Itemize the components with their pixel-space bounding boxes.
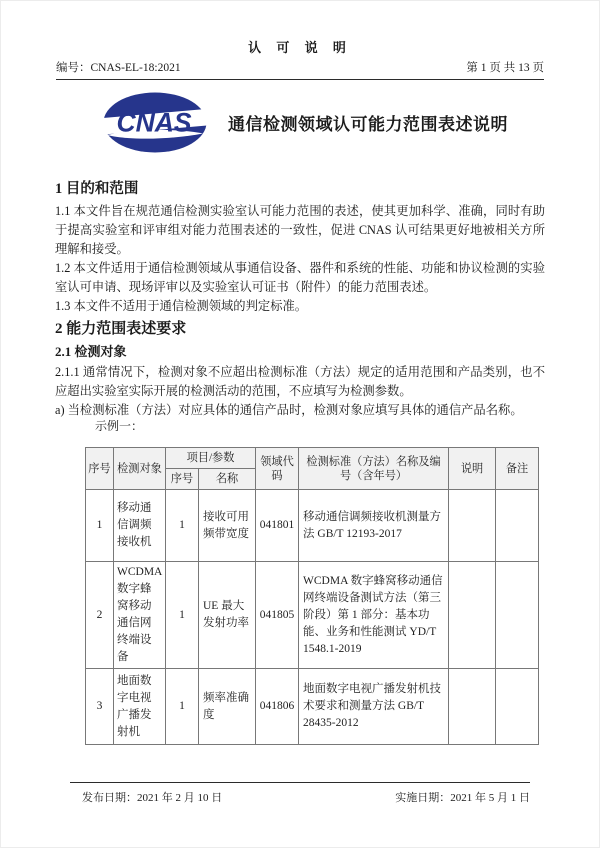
cell-seq: 2 xyxy=(86,562,114,669)
table-row xyxy=(86,490,539,562)
cell-remark xyxy=(496,562,539,669)
doc-number: 编号：CNAS-EL-18:2021 xyxy=(56,62,181,74)
cnas-logo-icon xyxy=(103,92,207,153)
page-header xyxy=(56,37,544,80)
table-row xyxy=(86,669,539,745)
cell-standard: WCDMA 数字蜂窝移动通信网终端设备测试方法（第三阶段）第 1 部分：基本功能、业务和性能测试 YD/T 1548.1-2019 xyxy=(299,562,449,669)
cnas-logo-text: CNAS xyxy=(116,107,192,138)
doc-title: 通信检测领域认可能力范围表述说明 xyxy=(228,115,508,134)
paragraph-1-1: 1.1 本文件旨在规范通信检测实验室认可能力范围的表述，使其更加科学、准确，同时有助于提高实验室和评审组对能力范围表述的一致性，促进 CNAS 认可结果更好地被相关方所理解和接受。 xyxy=(55,204,545,256)
paragraph-2-1-1-a: a) 当检测标准（方法）对应具体的通信产品时，检测对象应填写具体的通信产品名称。 xyxy=(55,403,523,417)
table-row xyxy=(86,562,539,669)
paragraph-1-3: 1.3 本文件不适用于通信检测领域的判定标准。 xyxy=(55,299,308,313)
page-footer xyxy=(70,782,530,805)
issue-date: 发布日期：2021 年 2 月 10 日 xyxy=(82,792,223,804)
brand-row xyxy=(103,92,508,153)
cell-object: 移动通信调频接收机 xyxy=(114,490,166,562)
section-2-1-heading: 2.1 检测对象 xyxy=(55,344,127,359)
section-1-heading: 1 目的和范围 xyxy=(55,181,139,197)
cell-note xyxy=(449,490,496,562)
page-number: 第 1 页 共 13 页 xyxy=(466,62,544,74)
cell-seq: 3 xyxy=(86,669,114,745)
cell-remark xyxy=(496,490,539,562)
cell-item-seq: 1 xyxy=(166,490,199,562)
cell-domain-code: 041805 xyxy=(256,562,299,669)
cell-remark xyxy=(496,669,539,745)
cell-seq: 1 xyxy=(86,490,114,562)
cell-item-name: UE 最大发射功率 xyxy=(199,562,256,669)
implement-date: 实施日期：2021 年 5 月 1 日 xyxy=(395,792,530,804)
column-header-seq: 序号 xyxy=(86,448,114,490)
cell-domain-code: 041801 xyxy=(256,490,299,562)
cell-standard: 地面数字电视广播发射机技术要求和测量方法 GB/T 28435-2012 xyxy=(299,669,449,745)
column-header-item-param: 项目/参数 xyxy=(166,448,256,469)
column-header-domain-code: 领域代码 xyxy=(256,448,299,490)
column-header-note: 说明 xyxy=(449,448,496,490)
cell-note xyxy=(449,669,496,745)
cell-domain-code: 041806 xyxy=(256,669,299,745)
column-header-remark: 备注 xyxy=(496,448,539,490)
column-header-item-seq: 序号 xyxy=(166,469,199,490)
cell-item-name: 频率准确度 xyxy=(199,669,256,745)
cell-item-seq: 1 xyxy=(166,562,199,669)
column-header-standard: 检测标准（方法）名称及编号（含年号） xyxy=(299,448,449,490)
doc-type-title: 认 可 说 明 xyxy=(248,40,352,55)
cell-standard: 移动通信调频接收机测量方法 GB/T 12193-2017 xyxy=(299,490,449,562)
example-label: 示例一： xyxy=(95,419,144,433)
section-2-heading: 2 能力范围表述要求 xyxy=(55,321,187,337)
cell-object: WCDMA 数字蜂窝移动通信网终端设备 xyxy=(114,562,166,669)
paragraph-2-1-1: 2.1.1 通常情况下，检测对象不应超出检测标准（方法）规定的适用范围和产品类别，也不应超出实验室实际开展的检测活动的范围，不应填写为检测参数。 xyxy=(55,365,545,398)
column-header-item-name: 名称 xyxy=(199,469,256,490)
header-meta-row xyxy=(56,59,544,80)
cell-item-seq: 1 xyxy=(166,669,199,745)
cell-note xyxy=(449,562,496,669)
paragraph-1-2: 1.2 本文件适用于通信检测领域从事通信设备、器件和系统的性能、功能和协议检测的实验室认可申请、现场评审以及实验室认可证书（附件）的能力范围表述。 xyxy=(55,261,545,294)
capability-table xyxy=(85,447,539,745)
cell-object: 地面数字电视广播发射机 xyxy=(114,669,166,745)
column-header-object: 检测对象 xyxy=(114,448,166,490)
cell-item-name: 接收可用频带宽度 xyxy=(199,490,256,562)
document-body xyxy=(55,180,545,432)
